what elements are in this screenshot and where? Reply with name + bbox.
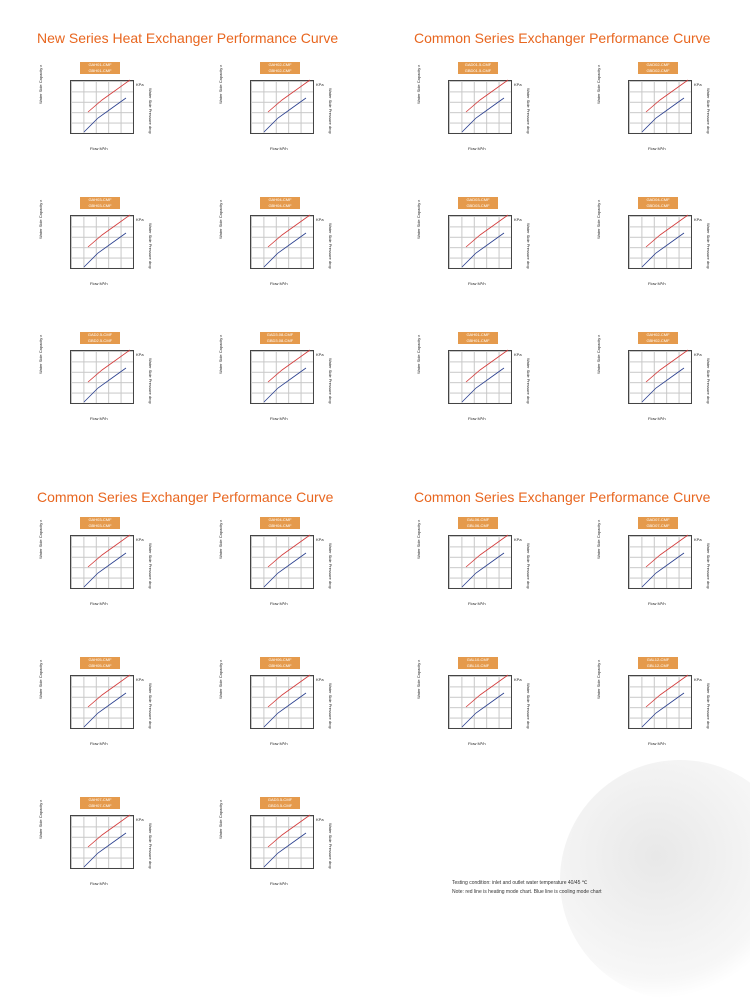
heating-line [646, 535, 688, 567]
kpa-label: KPa [316, 817, 324, 822]
heating-line [88, 535, 130, 567]
x-axis-label: Flow M³/h [648, 416, 666, 421]
section-title: Common Series Exchanger Performance Curve [414, 30, 711, 46]
model-tag: GAD02-CMF [638, 62, 678, 68]
kpa-label: KPa [136, 217, 144, 222]
model-tag: GBD01.5-CMF [458, 68, 498, 74]
x-axis-label: Flow M³/h [90, 881, 108, 886]
model-tag: GAD04-CMF [638, 197, 678, 203]
heating-line [88, 80, 130, 112]
model-tag: GBD02-CMF [638, 68, 678, 74]
chart-lines [428, 515, 538, 615]
cooling-line [84, 98, 126, 132]
y2-axis-label: Water Side Pressure drop [328, 823, 333, 869]
performance-chart [38, 195, 160, 295]
chart-lines [428, 195, 538, 295]
model-tag: GBH01-CMF [458, 338, 498, 344]
y-axis-label: Water Side Capacity ε [596, 64, 601, 104]
y2-axis-label: Water Side Pressure drop [706, 683, 711, 729]
model-tag: GBD3.08-CMF [260, 338, 300, 344]
model-tag: GAD3.08-CMF [260, 332, 300, 338]
y2-axis-label: Water Side Pressure drop [328, 223, 333, 269]
model-tag: GAD3.5-CMF [260, 797, 300, 803]
model-tag: GBH04-CMF [260, 203, 300, 209]
heating-line [466, 80, 508, 112]
model-tag: GBH03-CMF [80, 203, 120, 209]
model-tag: GBH04-CMF [260, 523, 300, 529]
kpa-label: KPa [136, 82, 144, 87]
chart-lines [428, 60, 538, 160]
section-title: Common Series Exchanger Performance Curve [414, 489, 711, 505]
cooling-line [264, 693, 306, 727]
model-tag: GAD07-CMF [638, 517, 678, 523]
kpa-label: KPa [316, 352, 324, 357]
kpa-label: KPa [316, 217, 324, 222]
cooling-line [264, 833, 306, 867]
y2-axis-label: Water Side Pressure drop [328, 88, 333, 134]
heating-line [268, 675, 310, 707]
y-axis-label: Water Side Capacity ε [596, 334, 601, 374]
performance-chart [38, 655, 160, 755]
x-axis-label: Flow M³/h [90, 741, 108, 746]
chart-lines [608, 655, 718, 755]
heating-line [646, 350, 688, 382]
y2-axis-label: Water Side Pressure drop [706, 88, 711, 134]
y-axis-label: Water Side Capacity ε [218, 199, 223, 239]
chart-lines [230, 515, 340, 615]
chart-lines [608, 515, 718, 615]
kpa-label: KPa [694, 82, 702, 87]
model-tag: GBL12-CMF [638, 663, 678, 669]
x-axis-label: Flow M³/h [468, 741, 486, 746]
model-tag: GBH01-CMF [80, 68, 120, 74]
cooling-line [84, 693, 126, 727]
performance-chart [416, 515, 538, 615]
model-tag: GBH07-CMF [80, 803, 120, 809]
y2-axis-label: Water Side Pressure drop [148, 88, 153, 134]
performance-chart [38, 515, 160, 615]
performance-chart [416, 60, 538, 160]
performance-chart [218, 330, 340, 430]
performance-chart [596, 195, 718, 295]
model-tag: GBD04-CMF [638, 203, 678, 209]
heating-line [88, 815, 130, 847]
cooling-line [642, 98, 684, 132]
y-axis-label: Water Side Capacity ε [38, 519, 43, 559]
performance-chart [596, 60, 718, 160]
cooling-line [462, 98, 504, 132]
y2-axis-label: Water Side Pressure drop [706, 358, 711, 404]
y2-axis-label: Water Side Pressure drop [328, 543, 333, 589]
kpa-label: KPa [694, 677, 702, 682]
model-tag: GBH06-CMF [260, 663, 300, 669]
y-axis-label: Water Side Capacity ε [596, 659, 601, 699]
y2-axis-label: Water Side Pressure drop [526, 683, 531, 729]
performance-chart [38, 330, 160, 430]
heating-line [268, 80, 310, 112]
chart-lines [50, 655, 160, 755]
section-title: Common Series Exchanger Performance Curve [37, 489, 334, 505]
kpa-label: KPa [136, 537, 144, 542]
model-tag: GAH04-CMF [260, 197, 300, 203]
y2-axis-label: Water Side Pressure drop [148, 358, 153, 404]
y-axis-label: Water Side Capacity ε [38, 799, 43, 839]
performance-chart [596, 330, 718, 430]
chart-lines [230, 795, 340, 895]
y2-axis-label: Water Side Pressure drop [148, 223, 153, 269]
kpa-label: KPa [694, 537, 702, 542]
testing-condition-note: Testing condition: inlet and outlet water temperature 40/45 ℃ [452, 880, 588, 886]
model-tag: GAL06-CMF [458, 517, 498, 523]
chart-lines [608, 330, 718, 430]
y2-axis-label: Water Side Pressure drop [526, 543, 531, 589]
model-tag: GBH02-CMF [260, 68, 300, 74]
y-axis-label: Water Side Capacity ε [38, 334, 43, 374]
cooling-line [84, 833, 126, 867]
cooling-line [642, 368, 684, 402]
model-tag: GBH02-CMF [638, 338, 678, 344]
model-tag: GAH01-CMF [80, 62, 120, 68]
x-axis-label: Flow M³/h [270, 881, 288, 886]
kpa-label: KPa [514, 677, 522, 682]
y-axis-label: Water Side Capacity ε [218, 799, 223, 839]
y-axis-label: Water Side Capacity ε [218, 519, 223, 559]
y2-axis-label: Water Side Pressure drop [706, 543, 711, 589]
chart-lines [608, 60, 718, 160]
cooling-line [642, 553, 684, 587]
kpa-label: KPa [694, 217, 702, 222]
x-axis-label: Flow M³/h [270, 146, 288, 151]
kpa-label: KPa [514, 537, 522, 542]
kpa-label: KPa [136, 677, 144, 682]
performance-chart [218, 655, 340, 755]
kpa-label: KPa [514, 82, 522, 87]
model-tag: GBD3.5-CMF [260, 803, 300, 809]
cooling-line [462, 693, 504, 727]
y-axis-label: Water Side Capacity ε [218, 64, 223, 104]
legend-note: Note: red line is heating mode chart. Blue line is cooling mode chart [452, 889, 602, 895]
chart-lines [230, 655, 340, 755]
y2-axis-label: Water Side Pressure drop [148, 823, 153, 869]
cooling-line [264, 233, 306, 267]
performance-chart [416, 330, 538, 430]
model-tag: GAH03-CMF [80, 197, 120, 203]
model-tag: GBL06-CMF [458, 523, 498, 529]
chart-lines [50, 515, 160, 615]
cooling-line [462, 368, 504, 402]
kpa-label: KPa [136, 817, 144, 822]
x-axis-label: Flow M³/h [468, 601, 486, 606]
model-tag: GAD03-CMF [458, 197, 498, 203]
cooling-line [462, 553, 504, 587]
heating-line [466, 350, 508, 382]
y-axis-label: Water Side Capacity ε [416, 199, 421, 239]
heating-line [268, 215, 310, 247]
heating-line [268, 815, 310, 847]
model-tag: GBD03-CMF [458, 203, 498, 209]
chart-lines [50, 330, 160, 430]
model-tag: GBH05-CMF [80, 663, 120, 669]
model-tag: GBL10-CMF [458, 663, 498, 669]
model-tag: GAH05-CMF [80, 657, 120, 663]
x-axis-label: Flow M³/h [648, 741, 666, 746]
performance-chart [416, 655, 538, 755]
y2-axis-label: Water Side Pressure drop [706, 223, 711, 269]
model-tag: GAH03-CMF [80, 517, 120, 523]
model-tag: GAH04-CMF [260, 517, 300, 523]
y-axis-label: Water Side Capacity ε [416, 64, 421, 104]
cooling-line [84, 233, 126, 267]
model-tag: GAH07-CMF [80, 797, 120, 803]
y-axis-label: Water Side Capacity ε [38, 659, 43, 699]
heating-line [646, 80, 688, 112]
model-tag: GAD2.5-CMF [80, 332, 120, 338]
y2-axis-label: Water Side Pressure drop [328, 358, 333, 404]
chart-lines [230, 195, 340, 295]
y2-axis-label: Water Side Pressure drop [148, 543, 153, 589]
heating-line [646, 215, 688, 247]
kpa-label: KPa [316, 677, 324, 682]
y-axis-label: Water Side Capacity ε [596, 199, 601, 239]
model-tag: GAL12-CMF [638, 657, 678, 663]
y2-axis-label: Water Side Pressure drop [148, 683, 153, 729]
y-axis-label: Water Side Capacity ε [416, 519, 421, 559]
chart-lines [230, 330, 340, 430]
y-axis-label: Water Side Capacity ε [218, 659, 223, 699]
heating-line [466, 535, 508, 567]
heating-line [466, 215, 508, 247]
cooling-line [84, 368, 126, 402]
performance-chart [38, 795, 160, 895]
performance-chart [218, 60, 340, 160]
y-axis-label: Water Side Capacity ε [416, 659, 421, 699]
model-tag: GBH03-CMF [80, 523, 120, 529]
chart-lines [50, 195, 160, 295]
model-tag: GAL10-CMF [458, 657, 498, 663]
performance-chart [218, 515, 340, 615]
chart-lines [428, 655, 538, 755]
y2-axis-label: Water Side Pressure drop [526, 223, 531, 269]
model-tag: GBD07-CMF [638, 523, 678, 529]
kpa-label: KPa [136, 352, 144, 357]
x-axis-label: Flow M³/h [648, 281, 666, 286]
chart-lines [230, 60, 340, 160]
cooling-line [264, 368, 306, 402]
decorative-unit-photo [560, 760, 750, 1000]
x-axis-label: Flow M³/h [270, 601, 288, 606]
kpa-label: KPa [316, 82, 324, 87]
kpa-label: KPa [514, 217, 522, 222]
chart-lines [608, 195, 718, 295]
heating-line [88, 350, 130, 382]
performance-chart [596, 515, 718, 615]
x-axis-label: Flow M³/h [90, 416, 108, 421]
y-axis-label: Water Side Capacity ε [38, 199, 43, 239]
cooling-line [264, 553, 306, 587]
x-axis-label: Flow M³/h [468, 281, 486, 286]
heating-line [268, 350, 310, 382]
heating-line [88, 215, 130, 247]
model-tag: GAH02-CMF [638, 332, 678, 338]
x-axis-label: Flow M³/h [468, 146, 486, 151]
heating-line [646, 675, 688, 707]
cooling-line [462, 233, 504, 267]
x-axis-label: Flow M³/h [468, 416, 486, 421]
heating-line [88, 675, 130, 707]
cooling-line [642, 693, 684, 727]
kpa-label: KPa [316, 537, 324, 542]
x-axis-label: Flow M³/h [270, 741, 288, 746]
cooling-line [264, 98, 306, 132]
performance-chart [218, 795, 340, 895]
y-axis-label: Water Side Capacity ε [596, 519, 601, 559]
section-title: New Series Heat Exchanger Performance Curve [37, 30, 339, 46]
x-axis-label: Flow M³/h [90, 146, 108, 151]
y-axis-label: Water Side Capacity ε [218, 334, 223, 374]
heating-line [466, 675, 508, 707]
chart-lines [50, 60, 160, 160]
model-tag: GAH01-CMF [458, 332, 498, 338]
performance-chart [596, 655, 718, 755]
model-tag: GBD2.5-CMF [80, 338, 120, 344]
x-axis-label: Flow M³/h [90, 601, 108, 606]
x-axis-label: Flow M³/h [270, 281, 288, 286]
x-axis-label: Flow M³/h [90, 281, 108, 286]
cooling-line [642, 233, 684, 267]
chart-lines [50, 795, 160, 895]
y-axis-label: Water Side Capacity ε [38, 64, 43, 104]
chart-lines [428, 330, 538, 430]
model-tag: GAH06-CMF [260, 657, 300, 663]
x-axis-label: Flow M³/h [648, 146, 666, 151]
model-tag: GAH02-CMF [260, 62, 300, 68]
x-axis-label: Flow M³/h [648, 601, 666, 606]
performance-chart [218, 195, 340, 295]
kpa-label: KPa [694, 352, 702, 357]
kpa-label: KPa [514, 352, 522, 357]
cooling-line [84, 553, 126, 587]
y2-axis-label: Water Side Pressure drop [328, 683, 333, 729]
model-tag: GAD01.5-CMF [458, 62, 498, 68]
x-axis-label: Flow M³/h [270, 416, 288, 421]
y2-axis-label: Water Side Pressure drop [526, 358, 531, 404]
performance-chart [38, 60, 160, 160]
y2-axis-label: Water Side Pressure drop [526, 88, 531, 134]
performance-chart [416, 195, 538, 295]
y-axis-label: Water Side Capacity ε [416, 334, 421, 374]
heating-line [268, 535, 310, 567]
